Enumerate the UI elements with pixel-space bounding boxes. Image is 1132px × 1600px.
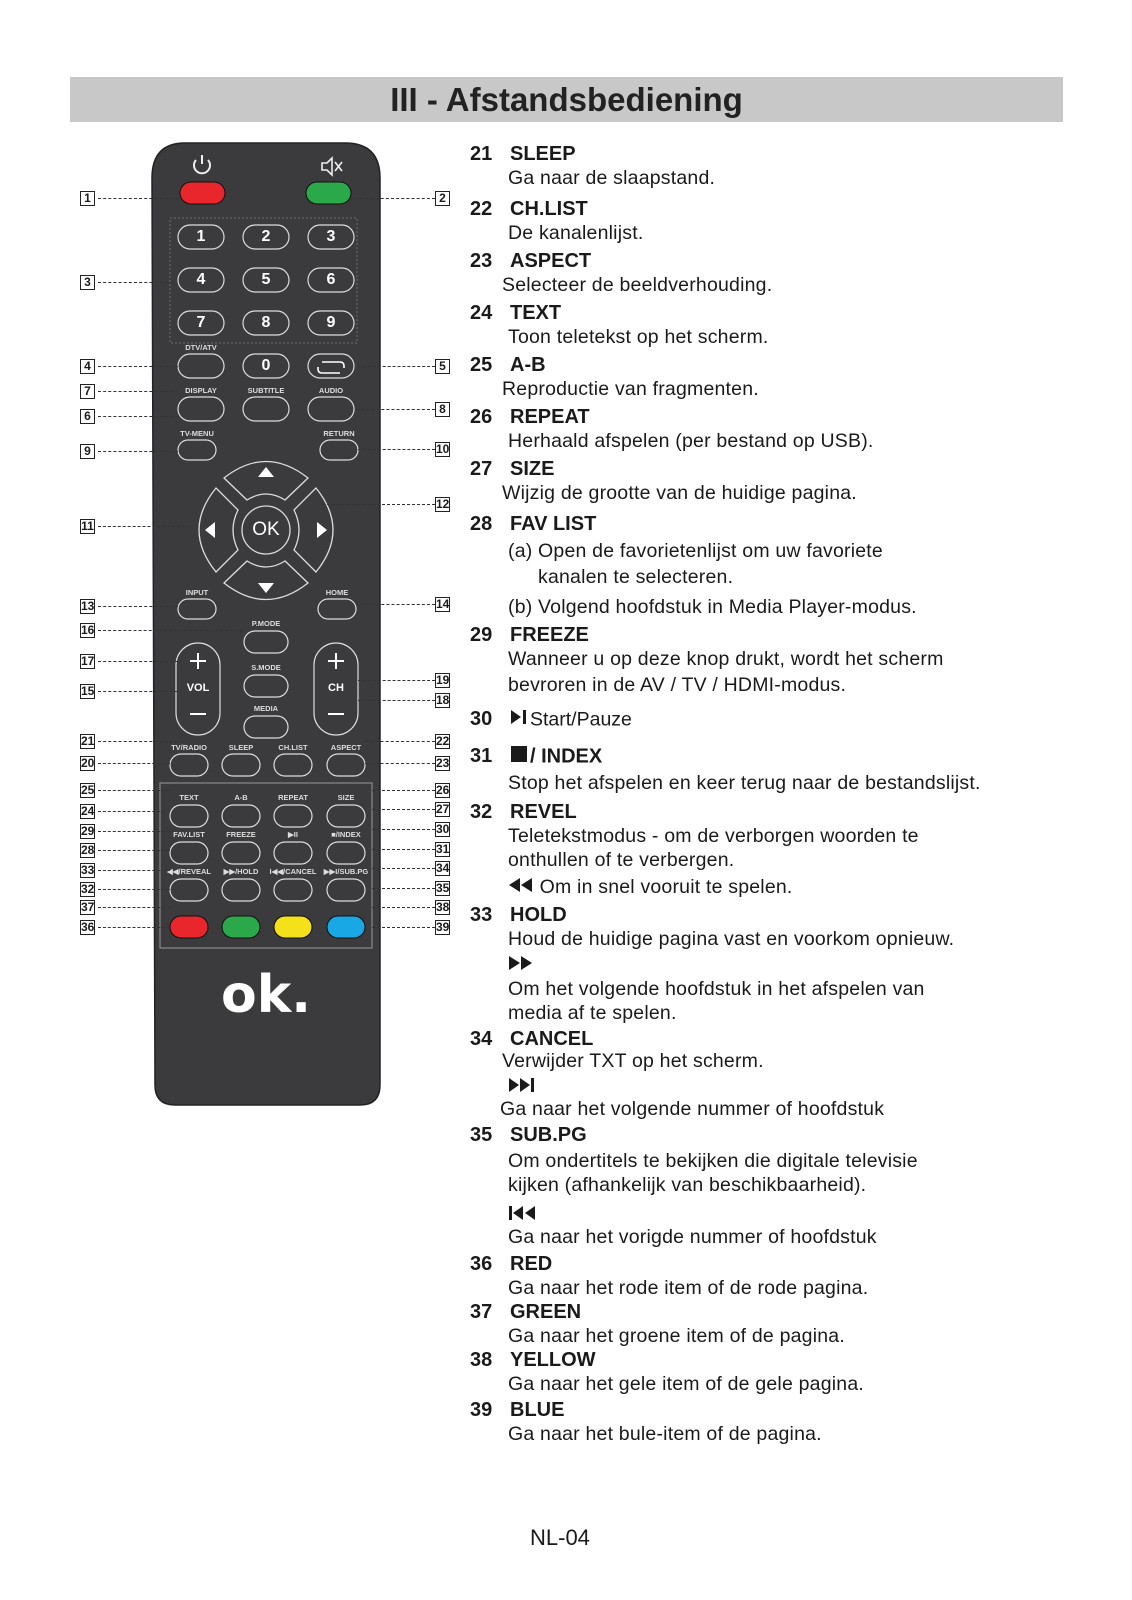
entry-heading: 25 A-B	[470, 354, 546, 376]
leader-line	[98, 391, 178, 392]
leader-line	[98, 831, 170, 832]
entry-text: Ga naar de slaapstand.	[508, 167, 716, 189]
key-label-tv-menu: TV-MENU	[180, 429, 214, 438]
callout-35: 35	[436, 881, 450, 895]
ch-label: CH	[328, 682, 344, 694]
entry-heading: 30 Start/Pauze	[470, 708, 632, 731]
leader-line	[365, 741, 435, 742]
entry-text: kijken (afhankelijk van beschikbaarheid).	[508, 1174, 867, 1196]
entry-heading: 35 SUB.PG	[470, 1124, 587, 1146]
leader-line	[98, 790, 170, 791]
entry-text: Reproductie van fragmenten.	[502, 378, 759, 400]
fast-forward-icon	[508, 954, 534, 978]
entry-text: Selecteer de beeldverhouding.	[502, 274, 773, 296]
entry-heading: 34 CANCEL	[470, 1028, 594, 1050]
leader-line	[365, 763, 435, 764]
callout-25: 25	[81, 783, 95, 797]
callout-8: 8	[435, 402, 450, 417]
leader-line	[358, 700, 435, 701]
leader-line	[98, 606, 178, 607]
callout-13: 13	[81, 599, 95, 613]
digit-1: 1	[196, 228, 206, 245]
callout-30: 30	[436, 822, 450, 836]
callout-21: 21	[81, 734, 95, 748]
previous-track-icon	[508, 1204, 538, 1228]
key-label-audio: AUDIO	[318, 386, 344, 395]
leader-line	[358, 449, 435, 450]
entry-text: Teletekstmodus - om de verborgen woorden te	[508, 825, 919, 847]
page-title: III - Afstandsbediening	[70, 77, 1063, 122]
key-label-hold: ▶▶/HOLD	[223, 867, 259, 876]
callout-22: 22	[436, 734, 450, 748]
leader-line	[372, 868, 435, 869]
callout-2: 2	[435, 191, 450, 206]
callout-39: 39	[436, 920, 450, 934]
leader-line	[372, 809, 435, 810]
digit-9: 9	[326, 314, 336, 331]
key-label-size: SIZE	[337, 793, 355, 802]
key-label-tv-radio: TV/RADIO	[171, 743, 207, 752]
callout-5: 5	[435, 359, 450, 374]
callout-28: 28	[81, 843, 95, 857]
leader-line	[372, 907, 435, 908]
key-label-sub-pg: ▶▶I/SUB.PG	[323, 867, 369, 876]
callout-6: 6	[80, 409, 95, 424]
entry-text: Om het volgende hoofdstuk in het afspelen van	[508, 978, 925, 1000]
callout-33: 33	[81, 863, 95, 877]
leader-line	[358, 680, 435, 681]
callout-32: 32	[81, 882, 95, 896]
callout-12: 12	[436, 497, 450, 511]
callout-19: 19	[436, 673, 450, 687]
entry-heading: 22 CH.LIST	[470, 198, 588, 220]
leader-line	[98, 741, 178, 742]
key-label-play-pause: ▶II	[288, 830, 298, 839]
callout-17: 17	[81, 654, 95, 668]
callout-29: 29	[81, 824, 95, 838]
leader-line	[350, 198, 435, 199]
entry-heading: 36 RED	[470, 1253, 553, 1275]
key-label-text: TEXT	[179, 793, 199, 802]
entry-heading: 28 FAV LIST	[470, 513, 597, 535]
leader-line	[98, 811, 170, 812]
digit-5: 5	[261, 271, 271, 288]
key-label-p-mode: P.MODE	[251, 619, 281, 628]
leader-line	[98, 282, 173, 283]
leader-line	[372, 849, 435, 850]
entry-heading: 23 ASPECT	[470, 250, 592, 272]
callout-9: 9	[80, 444, 95, 459]
entry-text: Herhaald afspelen (per bestand op USB).	[508, 430, 874, 452]
callout-26: 26	[436, 783, 450, 797]
entry-text: Stop het afspelen en keer terug naar de bestandslijst.	[508, 772, 981, 794]
entry-heading: 31 / INDEX	[470, 745, 603, 768]
leader-line	[98, 451, 178, 452]
entry-text: Ga naar het bule-item of de pagina.	[508, 1423, 822, 1445]
entry-text: media af te spelen.	[508, 1002, 677, 1024]
callout-11: 11	[81, 519, 94, 533]
entry-text: Wanneer u op deze knop drukt, wordt het scherm	[508, 648, 944, 670]
callout-34: 34	[436, 861, 450, 875]
key-label-media: MEDIA	[253, 704, 279, 713]
leader-line	[98, 366, 178, 367]
stop-icon	[510, 745, 530, 769]
leader-line	[356, 604, 435, 605]
entry-text: kanalen te selecteren.	[538, 566, 734, 588]
key-label-reveal: ◀◀/REVEAL	[166, 867, 212, 876]
leader-line	[98, 198, 178, 199]
entry-heading: 24 TEXT	[470, 302, 562, 324]
callout-31: 31	[436, 842, 450, 856]
key-label-fav-list: FAV.LIST	[173, 830, 205, 839]
leader-line	[98, 889, 170, 890]
entry-text: Wijzig de grootte van de huidige pagina.	[502, 482, 857, 504]
remote-illustration	[0, 0, 460, 1130]
entry-text: Ga naar het gele item of de gele pagina.	[508, 1373, 864, 1395]
callout-38: 38	[436, 900, 450, 914]
key-label-home: HOME	[325, 588, 349, 597]
entry-text: (a) Open de favorietenlijst om uw favoriete	[508, 540, 883, 562]
key-label-display: DISPLAY	[185, 386, 217, 395]
remote-body-graphic	[0, 0, 460, 1130]
leader-line	[358, 366, 435, 367]
key-label-ch-list: CH.LIST	[278, 743, 308, 752]
digit-6: 6	[326, 271, 336, 288]
entry-heading: 32 REVEL	[470, 801, 577, 823]
key-label-return: RETURN	[323, 429, 355, 438]
leader-line	[98, 870, 170, 871]
entry-heading: 26 REPEAT	[470, 406, 590, 428]
leader-line	[98, 763, 170, 764]
entry-text: Om in snel vooruit te spelen.	[508, 876, 793, 899]
key-label-cancel: I◀◀/CANCEL	[269, 867, 317, 876]
digit-8: 8	[261, 314, 271, 331]
callout-37: 37	[81, 900, 95, 914]
leader-line	[98, 691, 178, 692]
entry-text: Ga naar het groene item of de pagina.	[508, 1325, 845, 1347]
entry-text: Om ondertitels te bekijken die digitale televisie	[508, 1150, 918, 1172]
page-number: NL-04	[530, 1525, 590, 1550]
leader-line	[98, 907, 170, 908]
entry-text: Ga naar het rode item of de rode pagina.	[508, 1277, 869, 1299]
key-label-s-mode: S.MODE	[251, 663, 281, 672]
callout-4: 4	[80, 359, 95, 374]
entry-text: Ga naar het volgende nummer of hoofdstuk	[500, 1098, 885, 1120]
leader-line	[98, 630, 243, 631]
callout-1: 1	[80, 191, 95, 206]
entry-heading: 29 FREEZE	[470, 624, 589, 646]
entry-heading: 21 SLEEP	[470, 143, 576, 165]
key-label-a-b: A-B	[234, 793, 248, 802]
callout-14: 14	[436, 597, 450, 611]
leader-line	[372, 790, 435, 791]
callout-10: 10	[436, 442, 450, 456]
leader-line	[372, 927, 435, 928]
key-label-freeze: FREEZE	[226, 830, 256, 839]
play-pause-icon	[510, 708, 530, 732]
leader-line	[356, 409, 435, 410]
callout-20: 20	[81, 756, 95, 770]
leader-line	[98, 927, 170, 928]
entry-heading: 27 SIZE	[470, 458, 555, 480]
callout-3: 3	[80, 275, 95, 290]
key-label-repeat: REPEAT	[278, 793, 308, 802]
key-label-sleep: SLEEP	[228, 743, 254, 752]
leader-line	[98, 526, 190, 527]
entry-heading: 38 YELLOW	[470, 1349, 596, 1371]
entry-text: Verwijder TXT op het scherm.	[502, 1050, 764, 1072]
leader-line	[98, 850, 170, 851]
leader-line	[372, 888, 435, 889]
ok-label: OK	[252, 519, 280, 540]
callout-36: 36	[81, 920, 95, 934]
next-track-icon	[508, 1076, 538, 1100]
callout-15: 15	[81, 684, 95, 698]
callout-23: 23	[436, 756, 450, 770]
brand-logo: ok.	[220, 965, 312, 1025]
entry-text: Houd de huidige pagina vast en voorkom opnieuw.	[508, 928, 955, 950]
leader-line	[98, 416, 178, 417]
callout-7: 7	[80, 384, 95, 399]
key-label-input: INPUT	[185, 588, 209, 597]
digit-3: 3	[326, 228, 336, 245]
rewind-icon	[508, 876, 534, 899]
digit-4: 4	[196, 271, 206, 288]
leader-line	[98, 661, 178, 662]
callout-27: 27	[436, 802, 450, 816]
entry-heading: 39 BLUE	[470, 1399, 565, 1421]
entry-text: Ga naar het vorigde nummer of hoofdstuk	[508, 1226, 877, 1248]
callout-24: 24	[81, 804, 95, 818]
key-label-dtv-atv: DTV/ATV	[185, 343, 217, 352]
callout-16: 16	[81, 623, 95, 637]
entry-text: De kanalenlijst.	[508, 222, 644, 244]
leader-line	[322, 504, 435, 505]
digit-7: 7	[196, 314, 206, 331]
key-label-subtitle: SUBTITLE	[247, 386, 285, 395]
entry-text: bevroren in de AV / TV / HDMI-modus.	[508, 674, 847, 696]
leader-line	[372, 829, 435, 830]
digit-0: 0	[261, 357, 271, 374]
vol-label: VOL	[186, 682, 210, 694]
entry-heading: 37 GREEN	[470, 1301, 582, 1323]
key-label-aspect: ASPECT	[330, 743, 362, 752]
entry-text: Toon teletekst op het scherm.	[508, 326, 769, 348]
digit-2: 2	[261, 228, 271, 245]
entry-heading: 33 HOLD	[470, 904, 567, 926]
entry-text: onthullen of te verbergen.	[508, 849, 735, 871]
entry-text: (b) Volgend hoofdstuk in Media Player-modus.	[508, 596, 917, 618]
key-label-index: ■/INDEX	[331, 830, 361, 839]
callout-18: 18	[436, 693, 450, 707]
